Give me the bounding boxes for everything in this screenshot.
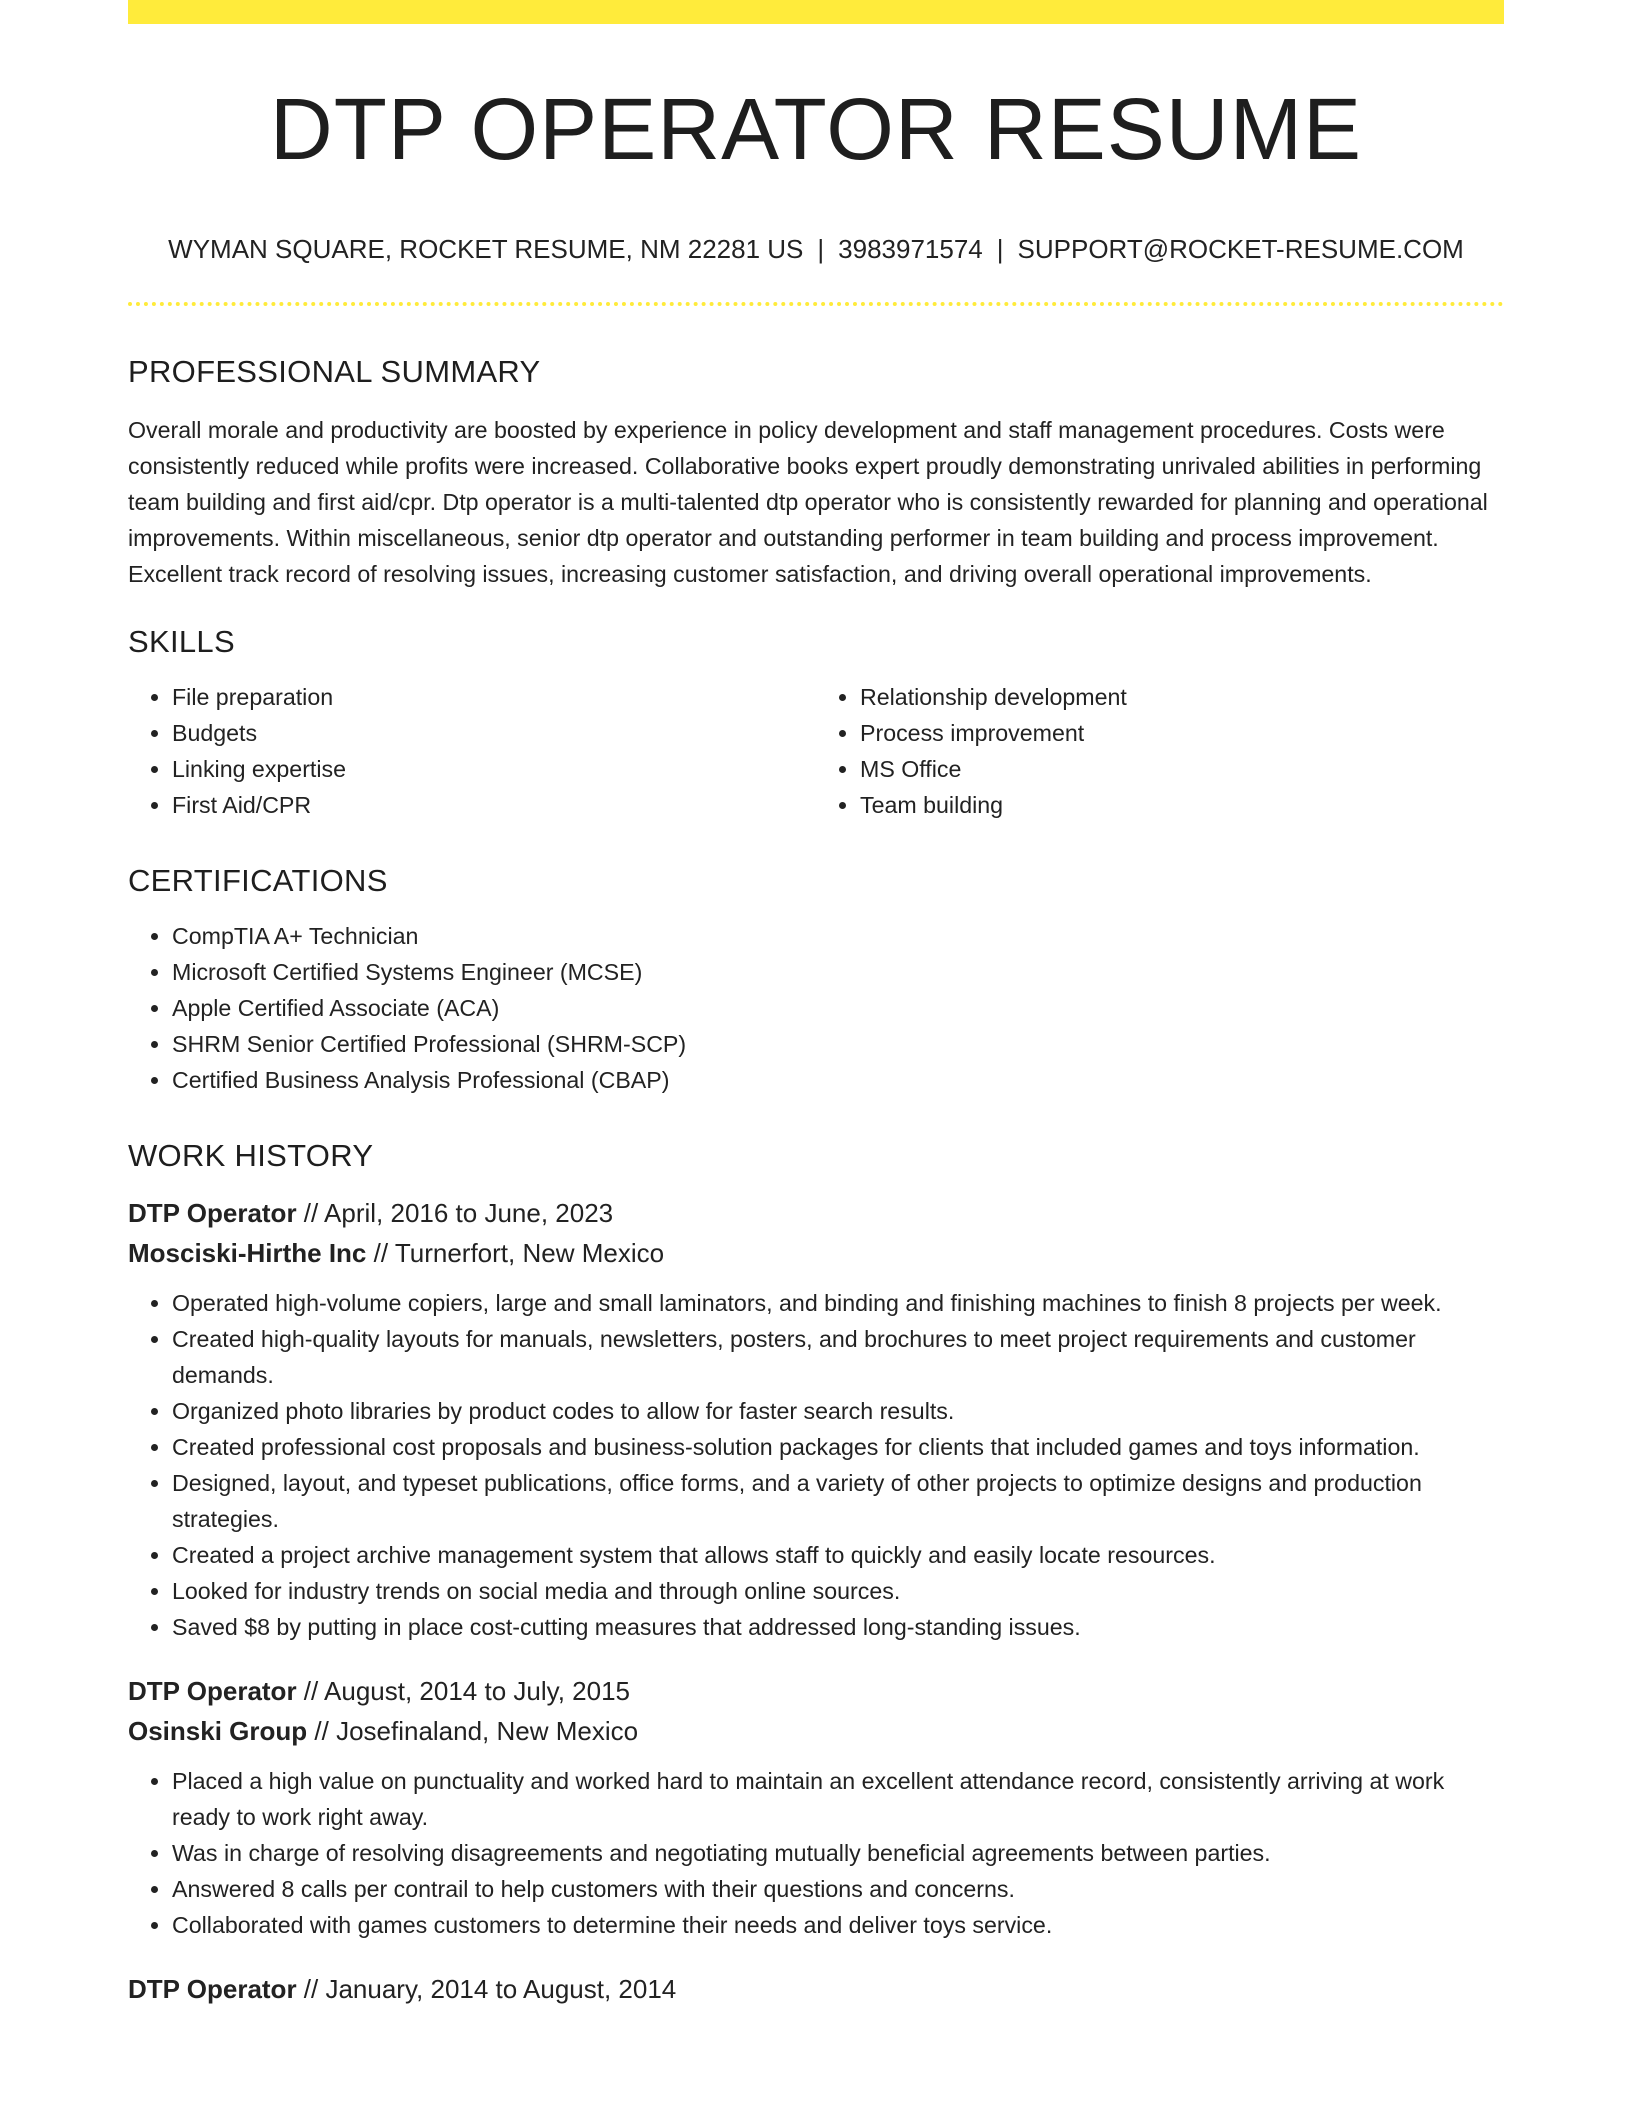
contact-email: SUPPORT@ROCKET-RESUME.COM	[1017, 234, 1464, 264]
job-bullet: • Created high-quality layouts for manuals, newsletters, posters, and brochures to meet project requirements and customer demands.	[172, 1321, 1504, 1393]
job-bullet: • Created professional cost proposals and business-solution packages for clients that included games and toys information.	[172, 1429, 1504, 1465]
job-role: DTP Operator	[128, 1974, 297, 2004]
skill-item: • Budgets	[172, 715, 816, 751]
job-bullet: • Was in charge of resolving disagreements and negotiating mutually beneficial agreements between parties.	[172, 1835, 1504, 1871]
job-location: Turnerfort, New Mexico	[394, 1238, 665, 1268]
summary-heading: PROFESSIONAL SUMMARY	[128, 354, 541, 389]
job-role-line	[128, 1969, 1504, 2009]
contact-separator: |	[996, 234, 1004, 264]
job-delimiter: //	[307, 1716, 337, 1746]
skills-column-right	[816, 679, 1504, 823]
contact-separator: |	[817, 234, 825, 264]
contact-phone: 3983971574	[838, 234, 983, 264]
job-role-line	[128, 1193, 1504, 1233]
resume-page	[128, 0, 1504, 2009]
job-dates: August, 2014 to July, 2015	[324, 1676, 630, 1706]
job-bullet: • Created a project archive management system that allows staff to quickly and easily locate resources.	[172, 1537, 1504, 1573]
accent-bar	[128, 0, 1504, 24]
skill-item: • File preparation	[172, 679, 816, 715]
resume-title: DTP OPERATOR RESUME	[269, 81, 1363, 178]
skill-item: • Team building	[860, 787, 1504, 823]
job-entry	[128, 1193, 1504, 1645]
certifications-heading: CERTIFICATIONS	[128, 863, 388, 898]
job-entry	[128, 1969, 1504, 2009]
job-dates: April, 2016 to June, 2023	[324, 1198, 614, 1228]
certification-item: • Microsoft Certified Systems Engineer (MCSE)	[172, 954, 1504, 990]
job-entry	[128, 1671, 1504, 1943]
job-delimiter: //	[296, 1198, 325, 1228]
certification-item: • CompTIA A+ Technician	[172, 918, 1504, 954]
contact-address: WYMAN SQUARE, ROCKET RESUME, NM 22281 US	[168, 234, 804, 264]
work-history-heading: WORK HISTORY	[128, 1138, 374, 1173]
contact-line	[128, 236, 1504, 262]
job-bullet: • Placed a high value on punctuality and worked hard to maintain an excellent attendance record, consistently arriving at work ready to work right away.	[172, 1763, 1504, 1835]
skill-item: • First Aid/CPR	[172, 787, 816, 823]
job-role-line	[128, 1671, 1504, 1711]
skills-column-left	[128, 679, 816, 823]
skill-item: • MS Office	[860, 751, 1504, 787]
skills-list	[128, 679, 1504, 823]
job-bullets	[128, 1763, 1504, 1943]
job-location: Josefinaland, New Mexico	[336, 1716, 639, 1746]
job-bullet: • Designed, layout, and typeset publications, office forms, and a variety of other projects to optimize designs and production strategies.	[172, 1465, 1504, 1537]
job-bullets	[128, 1285, 1504, 1645]
job-company-line	[128, 1233, 1504, 1273]
job-bullet: • Operated high-volume copiers, large and small laminators, and binding and finishing machines to finish 8 projects per week.	[172, 1285, 1504, 1321]
job-bullet: • Looked for industry trends on social media and through online sources.	[172, 1573, 1504, 1609]
job-dates: January, 2014 to August, 2014	[325, 1974, 677, 2004]
job-role: DTP Operator	[128, 1676, 297, 1706]
summary-text: Overall morale and productivity are boosted by experience in policy development and staff management procedures. Costs were consistently reduced while profits were increased. Collaborative books expert proudly demonstrating unrivaled abilities in performing team building and first aid/cpr. Dtp operator is a multi-talented dtp operator who is consistently rewarded for planning and operational improvements. Within miscellaneous, senior dtp operator and outstanding performer in team building and process improvement. Excellent track record of resolving issues, increasing customer satisfaction, and driving overall operational improvements.	[128, 417, 1488, 587]
job-company: Mosciski-Hirthe Inc	[128, 1238, 367, 1268]
certification-item: • Apple Certified Associate (ACA)	[172, 990, 1504, 1026]
certification-item: • Certified Business Analysis Professional (CBAP)	[172, 1062, 1504, 1098]
certification-item: • SHRM Senior Certified Professional (SHRM-SCP)	[172, 1026, 1504, 1062]
job-bullet: • Collaborated with games customers to determine their needs and deliver toys service.	[172, 1907, 1504, 1943]
job-bullet: • Answered 8 calls per contrail to help customers with their questions and concerns.	[172, 1871, 1504, 1907]
job-role: DTP Operator	[128, 1198, 297, 1228]
job-delimiter: //	[366, 1238, 395, 1268]
skills-heading: SKILLS	[128, 624, 235, 659]
dotted-divider	[128, 302, 1504, 306]
skill-item: • Linking expertise	[172, 751, 816, 787]
job-bullet: • Organized photo libraries by product codes to allow for faster search results.	[172, 1393, 1504, 1429]
job-company-line	[128, 1711, 1504, 1751]
skill-item: • Process improvement	[860, 715, 1504, 751]
job-delimiter: //	[296, 1974, 326, 2004]
job-company: Osinski Group	[128, 1716, 308, 1746]
certifications-list	[128, 918, 1504, 1098]
skill-item: • Relationship development	[860, 679, 1504, 715]
job-delimiter: //	[296, 1676, 325, 1706]
job-bullet: • Saved $8 by putting in place cost-cutting measures that addressed long-standing issues.	[172, 1609, 1504, 1645]
